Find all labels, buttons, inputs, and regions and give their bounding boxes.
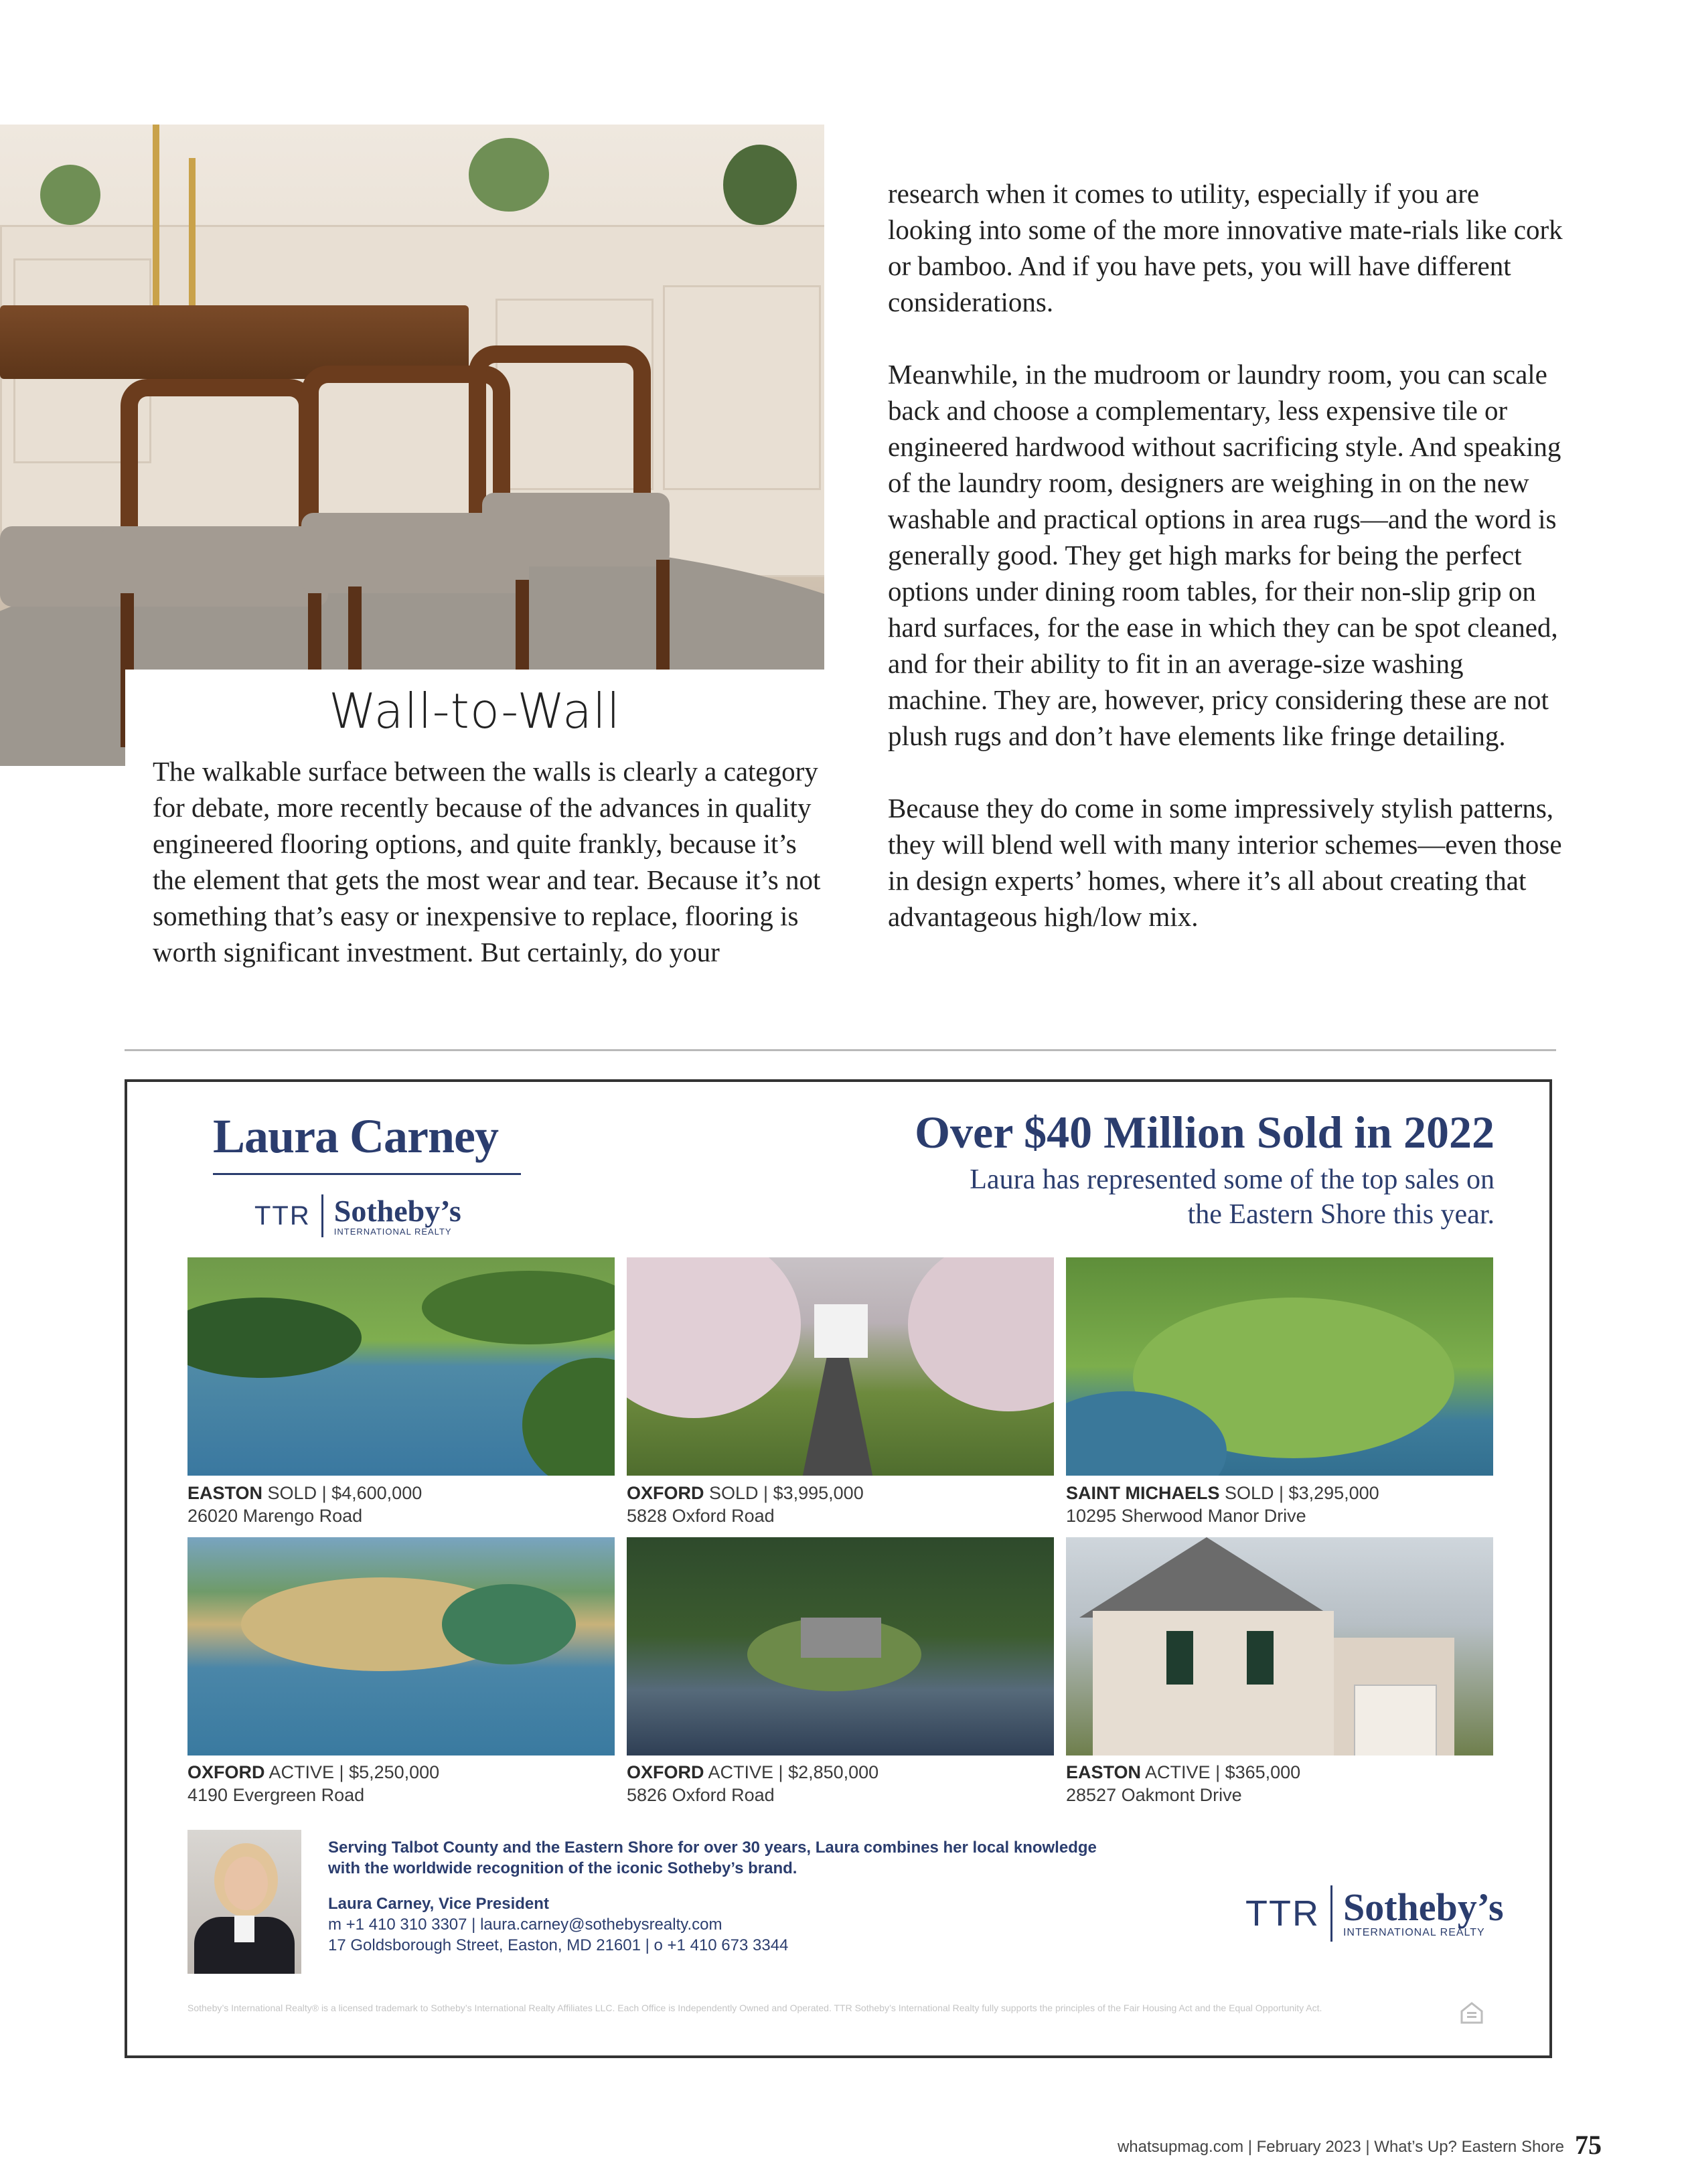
listing-address: 5826 Oxford Road (627, 1785, 775, 1805)
logo-ttr: TTR (254, 1200, 311, 1231)
listing-city: EASTON (187, 1483, 263, 1503)
name-underline (213, 1173, 521, 1175)
listing-city: SAINT MICHAELS (1066, 1483, 1220, 1503)
listing-label (1066, 1761, 1508, 1806)
logo-sub: INTERNATIONAL REALTY (1343, 1927, 1485, 1938)
listing-label (1066, 1482, 1508, 1527)
listing-status: SOLD | $4,600,000 (267, 1483, 423, 1503)
agent-contact-name: Laura Carney, Vice President (328, 1895, 549, 1913)
agent-name-heading: Laura Carney (213, 1109, 498, 1163)
agent-contact-mobile: m +1 410 310 3307 | laura.carney@sothebysrealty.com (328, 1916, 722, 1934)
realty-advertisement (125, 1079, 1552, 2058)
logo-brand: Sotheby’s (333, 1193, 461, 1228)
logo-brand: Sotheby’s (1343, 1885, 1504, 1929)
agent-portrait (187, 1830, 301, 1974)
listing-status: SOLD | $3,995,000 (709, 1483, 864, 1503)
brokerage-logo (1245, 1885, 1504, 1942)
listing-label (627, 1482, 1069, 1527)
listing-city: OXFORD (627, 1762, 704, 1782)
listing-address: 28527 Oakmont Drive (1066, 1785, 1242, 1805)
listing-address: 10295 Sherwood Manor Drive (1066, 1506, 1306, 1526)
listing-city: OXFORD (187, 1762, 265, 1782)
section-heading: Wall-to-Wall (328, 683, 621, 739)
equal-housing-icon (1460, 2001, 1484, 2025)
listing-address: 5828 Oxford Road (627, 1506, 775, 1526)
listing-photo (627, 1257, 1054, 1476)
listing-photo (1066, 1257, 1493, 1476)
listing-label (187, 1761, 629, 1806)
listing-photo (187, 1257, 615, 1476)
listing-photo (187, 1537, 615, 1756)
ad-subhead: Laura has represented some of the top sales on the Eastern Shore this year. (970, 1164, 1495, 1230)
listing-city: OXFORD (627, 1483, 704, 1503)
section-divider (125, 1049, 1556, 1051)
listing-status: ACTIVE | $5,250,000 (269, 1762, 440, 1782)
listing-label (187, 1482, 629, 1527)
listing-address: 26020 Marengo Road (187, 1506, 363, 1526)
listing-photo (1066, 1537, 1493, 1756)
listing-city: EASTON (1066, 1762, 1142, 1782)
agent-contact-address: 17 Goldsborough Street, Easton, MD 21601 | o +1 410 673 3344 (328, 1936, 789, 1954)
agent-info (328, 1837, 1132, 1956)
article-paragraph: Because they do come in some impressively stylish patterns, they will blend well with many interior schemes—even those in design experts’ homes, where it’s all about creating that advantageous high/low mix. (888, 793, 1562, 932)
agent-intro: Serving Talbot County and the Eastern Shore for over 30 years, Laura combines her local knowledge with the worldwide recognition of the iconic Sotheby’s brand. (328, 1839, 1097, 1877)
listing-photo (627, 1537, 1054, 1756)
listing-status: ACTIVE | $365,000 (1145, 1762, 1301, 1782)
listing-status: ACTIVE | $2,850,000 (708, 1762, 879, 1782)
page-footer: whatsupmag.com | February 2023 | What’s Up? Eastern Shore (1117, 2138, 1564, 2156)
brokerage-logo (254, 1194, 461, 1237)
article-paragraph: Meanwhile, in the mudroom or laundry room, you can scale back and choose a complementary, less expensive tile or engineered hardwood without sacrificing style. And speaking of the laundry room, designers are weighing in on the new washable and practical options in area rugs—and the word is generally good. They get high marks for being the perfect options under dining room tables, for their non-slip grip on hard surfaces, for the ease in which they can be spot cleaned, and for their ability to fit in an average-size washing machine. They are, however, pricy considering these are not plush rugs and don’t have elements like fringe detailing. (888, 359, 1561, 751)
legal-disclaimer: Sotheby’s International Realty® is a licensed trademark to Sotheby’s International Realty Affiliates LLC. Each Office is Independently Owned and Operated. TTR Sotheby’s International Realty fully supports the principles of the Fair Housing Act and the Equal Opportunity Act. (187, 2003, 1322, 2013)
article-column-right (888, 175, 1564, 971)
article-paragraph-left: The walkable surface between the walls is clearly a category for debate, more recently because of the advances in quality engineered flooring options, and quite frankly, because it’s the element that gets the most wear and tear. Because it’s not something that’s easy or inexpensive to replace, flooring is worth significant investment. But certainly, do your (153, 756, 821, 967)
article-paragraph: research when it comes to utility, especially if you are looking into some of the more innovative mate-rials like cork or bamboo. And if you have pets, you will have different considerations. (888, 178, 1563, 317)
logo-sub: INTERNATIONAL REALTY (333, 1226, 452, 1237)
logo-ttr: TTR (1245, 1893, 1320, 1934)
listing-status: SOLD | $3,295,000 (1225, 1483, 1379, 1503)
listing-address: 4190 Evergreen Road (187, 1785, 365, 1805)
ad-headline: Over $40 Million Sold in 2022 (915, 1107, 1495, 1158)
listing-label (627, 1761, 1069, 1806)
page-number: 75 (1575, 2130, 1602, 2160)
